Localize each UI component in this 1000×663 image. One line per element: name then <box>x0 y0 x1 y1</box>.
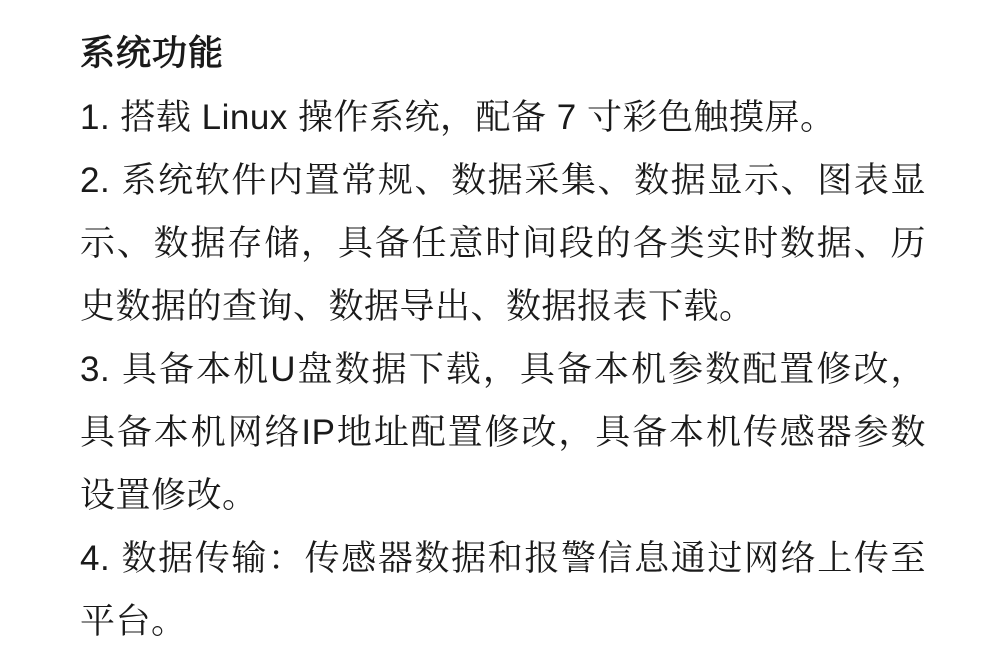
document-body <box>80 22 926 653</box>
feature-item-2: 2. 系统软件内置常规、数据采集、数据显示、图表显示、数据存储，具备任意时间段的各类实时数据、历史数据的查询、数据导出、数据报表下载。 <box>80 161 926 326</box>
feature-item-4: 4. 数据传输：传感器数据和报警信息通过网络上传至平台。 <box>80 539 926 641</box>
feature-item-3: 3. 具备本机U盘数据下载，具备本机参数配置修改，具备本机网络IP地址配置修改，具备本机传感器参数设置修改。 <box>80 350 926 515</box>
feature-item-1: 1. 搭载 Linux 操作系统，配备 7 寸彩色触摸屏。 <box>80 98 836 137</box>
page-title: 系统功能 <box>80 34 225 73</box>
